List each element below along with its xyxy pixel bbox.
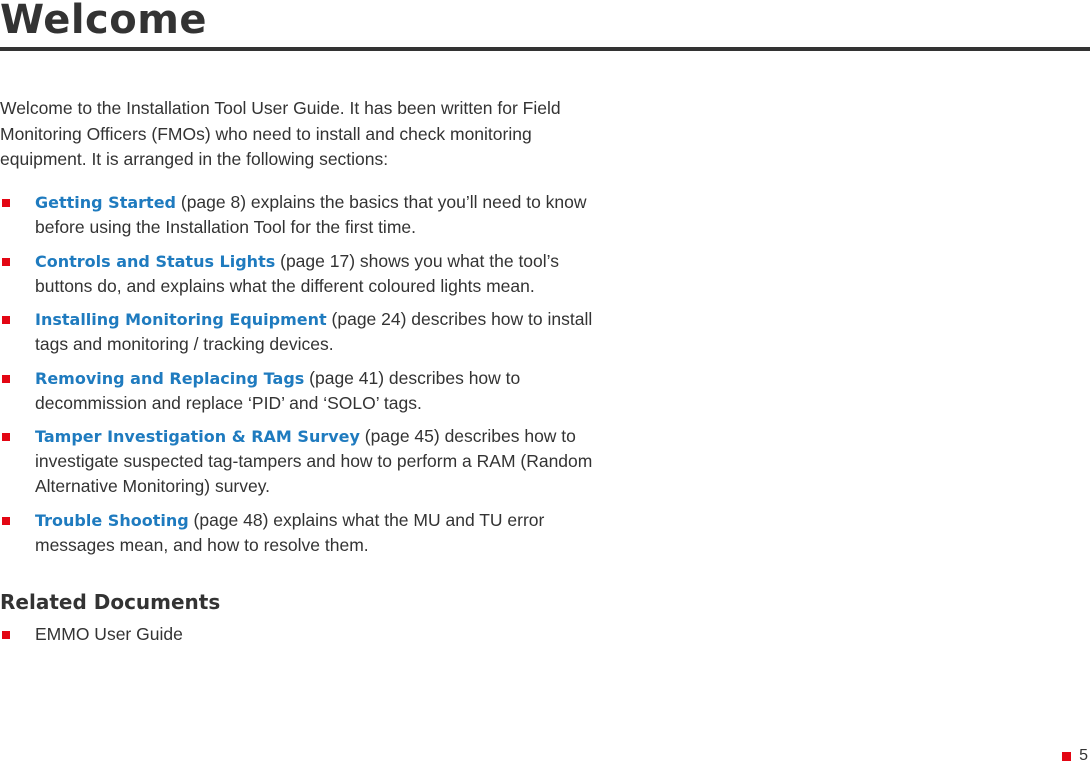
section-description: (page 24) describes how to install tags and monitoring / tracking devices. xyxy=(35,309,593,354)
title-rule xyxy=(0,47,1090,51)
footer-bullet-icon xyxy=(1062,752,1071,761)
section-description: (page 17) shows you what the tool’s buttons do, and explains what the different coloured lights mean. xyxy=(35,250,559,296)
section-item-trouble-shooting xyxy=(0,508,610,558)
section-description: (page 8) explains the basics that you’ll need to know before using the Installation Tool for the first time. xyxy=(35,192,587,237)
section-item-getting-started xyxy=(0,190,610,240)
section-link-installing-monitoring-equipment[interactable]: Installing Monitoring Equipment xyxy=(35,310,327,329)
section-item-installing-monitoring-equipment xyxy=(0,307,610,357)
section-list xyxy=(0,190,610,566)
section-item-controls-status-lights xyxy=(0,249,610,299)
related-document-title: EMMO User Guide xyxy=(35,624,183,644)
page-title: Welcome xyxy=(0,0,208,43)
section-item-tamper-investigation-ram-survey xyxy=(0,424,610,499)
bullet-icon xyxy=(2,258,10,266)
page-number: 5 xyxy=(1079,747,1088,764)
bullet-icon xyxy=(2,316,10,324)
related-documents-heading: Related Documents xyxy=(0,590,221,614)
bullet-icon xyxy=(2,199,10,207)
bullet-icon xyxy=(2,517,10,525)
section-link-controls-status-lights[interactable]: Controls and Status Lights xyxy=(35,251,276,271)
section-item-removing-replacing-tags xyxy=(0,366,610,416)
bullet-icon xyxy=(2,631,10,639)
bullet-icon xyxy=(2,375,10,383)
section-link-removing-replacing-tags[interactable]: Removing and Replacing Tags xyxy=(35,368,305,388)
section-description: (page 48) explains what the MU and TU error messages mean, and how to resolve them. xyxy=(35,509,545,555)
section-link-tamper-investigation-ram-survey[interactable]: Tamper Investigation & RAM Survey xyxy=(35,427,360,446)
section-link-trouble-shooting[interactable]: Trouble Shooting xyxy=(35,510,189,530)
related-document-item xyxy=(0,622,183,647)
bullet-icon xyxy=(2,433,10,441)
section-link-getting-started[interactable]: Getting Started xyxy=(35,193,176,212)
intro-paragraph: Welcome to the Installation Tool User Guide. It has been written for Field Monitoring Officers (FMOs) who need to install and check monitoring equipment. It is arranged in the following sections: xyxy=(0,98,561,169)
section-description: (page 45) describes how to investigate suspected tag-tampers and how to perform a RAM (Random Alternative Monitoring) survey. xyxy=(35,426,593,496)
related-documents-list xyxy=(0,622,183,647)
page-footer xyxy=(1062,746,1088,766)
section-description: (page 41) describes how to decommission and replace ‘PID’ and ‘SOLO’ tags. xyxy=(35,367,521,413)
